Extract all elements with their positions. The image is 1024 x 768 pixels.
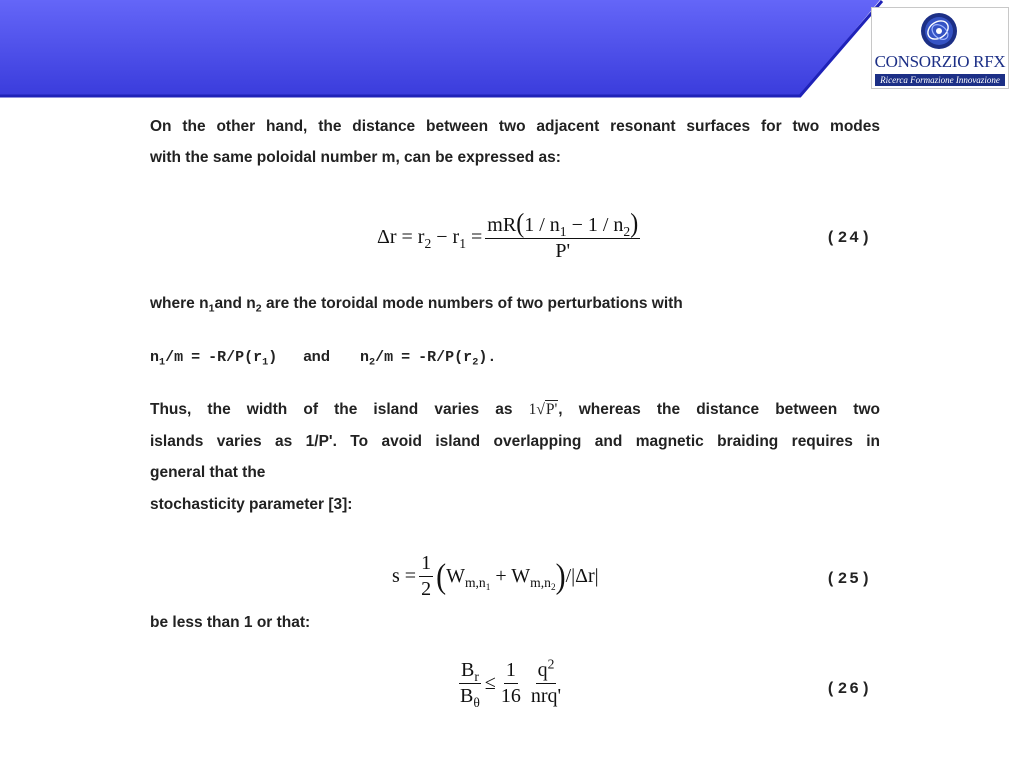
equation-26-number: (26) [826,680,873,698]
eq24-lhs: $\Delta r = r_2 - r_1$ = [377,225,483,251]
eq25-sum: $W_{m,n_1} + W_{m,n_2}$ [446,565,556,592]
equation-24 [377,209,643,262]
paragraph-2: where $n_1and$ $n_2$ are the toroidal mode numbers of two perturbations with [150,295,683,315]
eq24-fraction: $\frac{mR(1 / n_1 - 1 / n_2)}{P'}$ [487,209,639,262]
eq26-lhs-fraction: $\frac{B_r}{B_\theta}$ [460,659,480,710]
eq25-lhs: s = [392,565,417,587]
paragraph-4-line-4: stochasticity parameter [3]: [150,496,353,513]
paragraph-4-line-3: general that the [150,464,266,481]
eq26-relation: ≤ [484,672,496,694]
equation-26 [455,656,566,710]
paragraph-4-line-1: Thus, the width of the island varies as 1√P', whereas the distance between two [150,401,880,418]
logo-name: CONSORZIO RFX [874,52,1006,71]
paragraph-1-line-1: On the other hand, the distance between two adjacent resonant surfaces for two modes [150,118,880,135]
logo-tagline: Ricerca Formazione Innovazione [875,74,1005,86]
paragraph-1-line-2: with the same poloidal number m, can be expressed as: [150,149,561,166]
paragraph-4-line-2: islands varies as 1/P'. To avoid island overlapping and magnetic braiding requires in [150,433,880,450]
paragraph-5: be less than 1 or that: [150,614,311,631]
paragraph-3-relations: $n_1/m = -R/P(r_1)$ and $n_2/m = -R/P(r_2)$. [150,348,497,369]
eq25-half: $\frac{1}{2}$ [421,552,432,600]
header-banner [0,0,1024,100]
eq26-constant: $\frac{1}{16}$ [500,659,521,707]
rfx-emblem-icon [919,11,959,51]
consorzio-rfx-logo [871,7,1009,89]
eq25-tail: /|Δr| [565,565,599,587]
equation-25-number: (25) [826,570,873,588]
equation-25: s = $\frac{1}{2}$ ( $W_{m,n_1} + W_{m,n_2}$ ) /|Δr| [392,552,599,600]
equation-24-number: (24) [826,229,873,247]
eq26-rhs-fraction: $\frac{q^2}{\text{nrq'}}$ [530,656,562,707]
